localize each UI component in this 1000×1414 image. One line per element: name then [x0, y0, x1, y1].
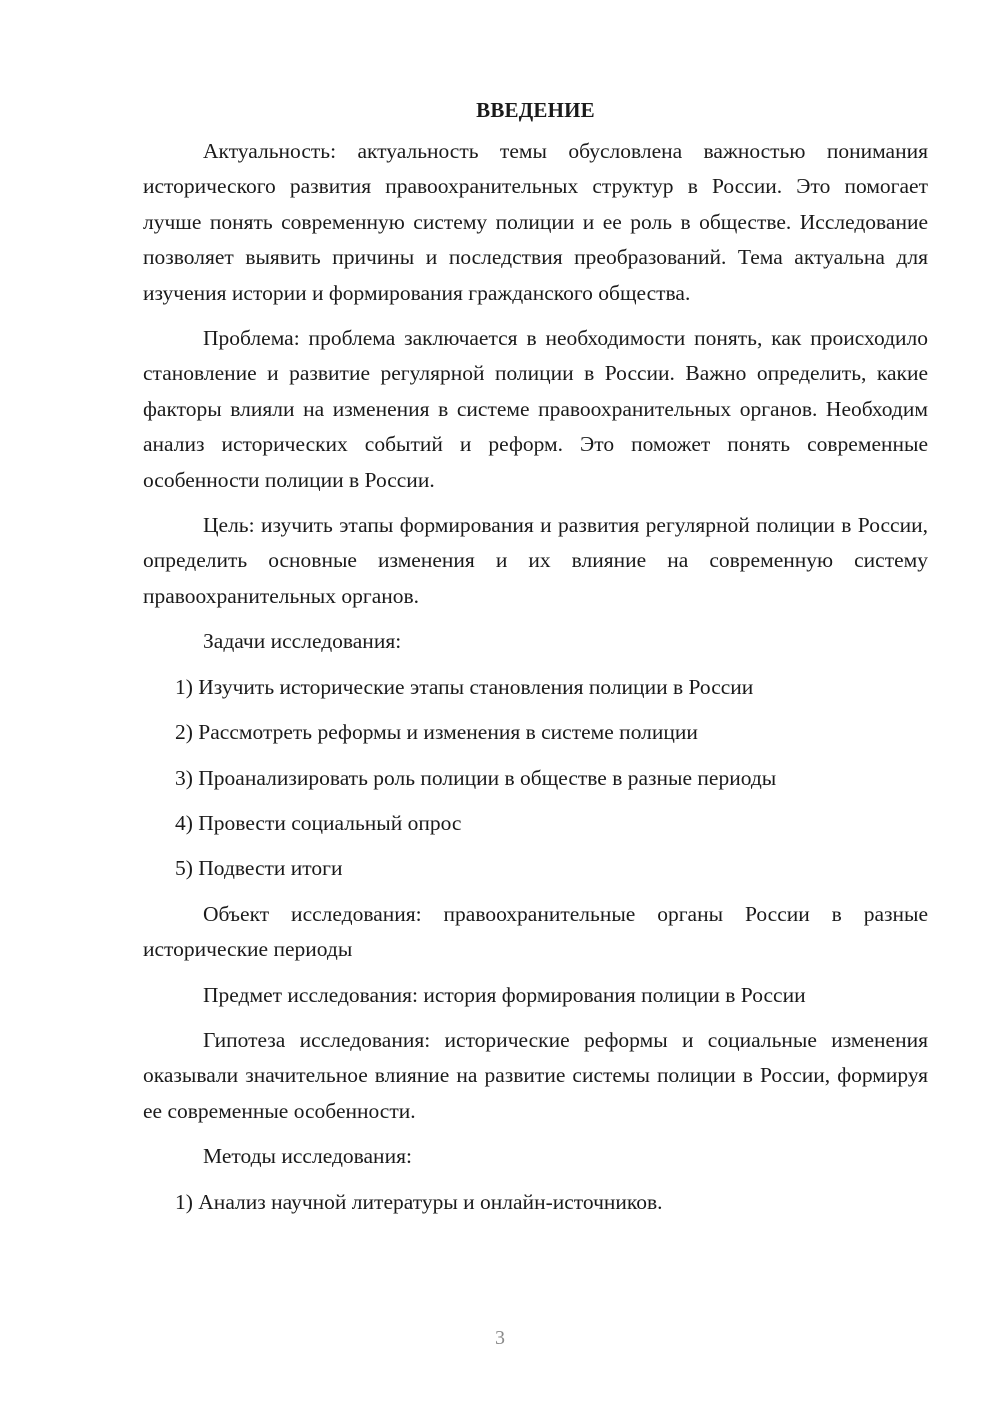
list-item: 2) Рассмотреть реформы и изменения в системе полиции — [175, 720, 698, 745]
hypothesis-paragraph: Гипотеза исследования: исторические реформы и социальные изменения оказывали значительное влияние на развитие системы полиции в России, формируя ее современные особенности. — [143, 1027, 928, 1123]
goal-paragraph: Цель: изучить этапы формирования и развития регулярной полиции в России, определить основные изменения и их влияние на современную систему правоохранительных органов. — [143, 513, 928, 608]
document-page — [143, 92, 928, 1230]
problem-paragraph: Проблема: проблема заключается в необходимости понять, как происходило становление и развитие регулярной полиции в России. Важно определить, какие факторы влияли на изменения в системе правоохранительных органов. Необходим анализ исторических событий и реформ. Это поможет понять современные особенности полиции в России. — [143, 326, 928, 492]
methods-heading: Методы исследования: — [203, 1144, 412, 1169]
page-number: 3 — [495, 1327, 505, 1349]
relevance-paragraph: Актуальность: актуальность темы обусловлена важностью понимания исторического развития правоохранительных структур в России. Это помогает лучше понять современную систему полиции и ее роль в обществе. Исследование позволяет выявить причины и последствия преобразований. Тема актуальна для изучения истории и формирования гражданского общества. — [143, 139, 928, 305]
tasks-heading: Задачи исследования: — [203, 629, 402, 654]
list-item: 3) Проанализировать роль полиции в обществе в разные периоды — [175, 765, 777, 790]
subject-paragraph: Предмет исследования: история формирования полиции в России — [203, 982, 806, 1007]
section-heading: ВВЕДЕНИЕ — [476, 98, 595, 122]
methods-list — [143, 1185, 928, 1220]
tasks-list — [143, 670, 928, 887]
object-paragraph: Объект исследования: правоохранительные органы России в разные исторические периоды — [143, 901, 928, 962]
list-item: 5) Подвести итоги — [175, 856, 343, 881]
list-item: 1) Изучить исторические этапы становления полиции в России — [175, 674, 754, 699]
list-item: 4) Провести социальный опрос — [175, 810, 462, 835]
list-item: 1) Анализ научной литературы и онлайн-источников. — [175, 1189, 663, 1214]
